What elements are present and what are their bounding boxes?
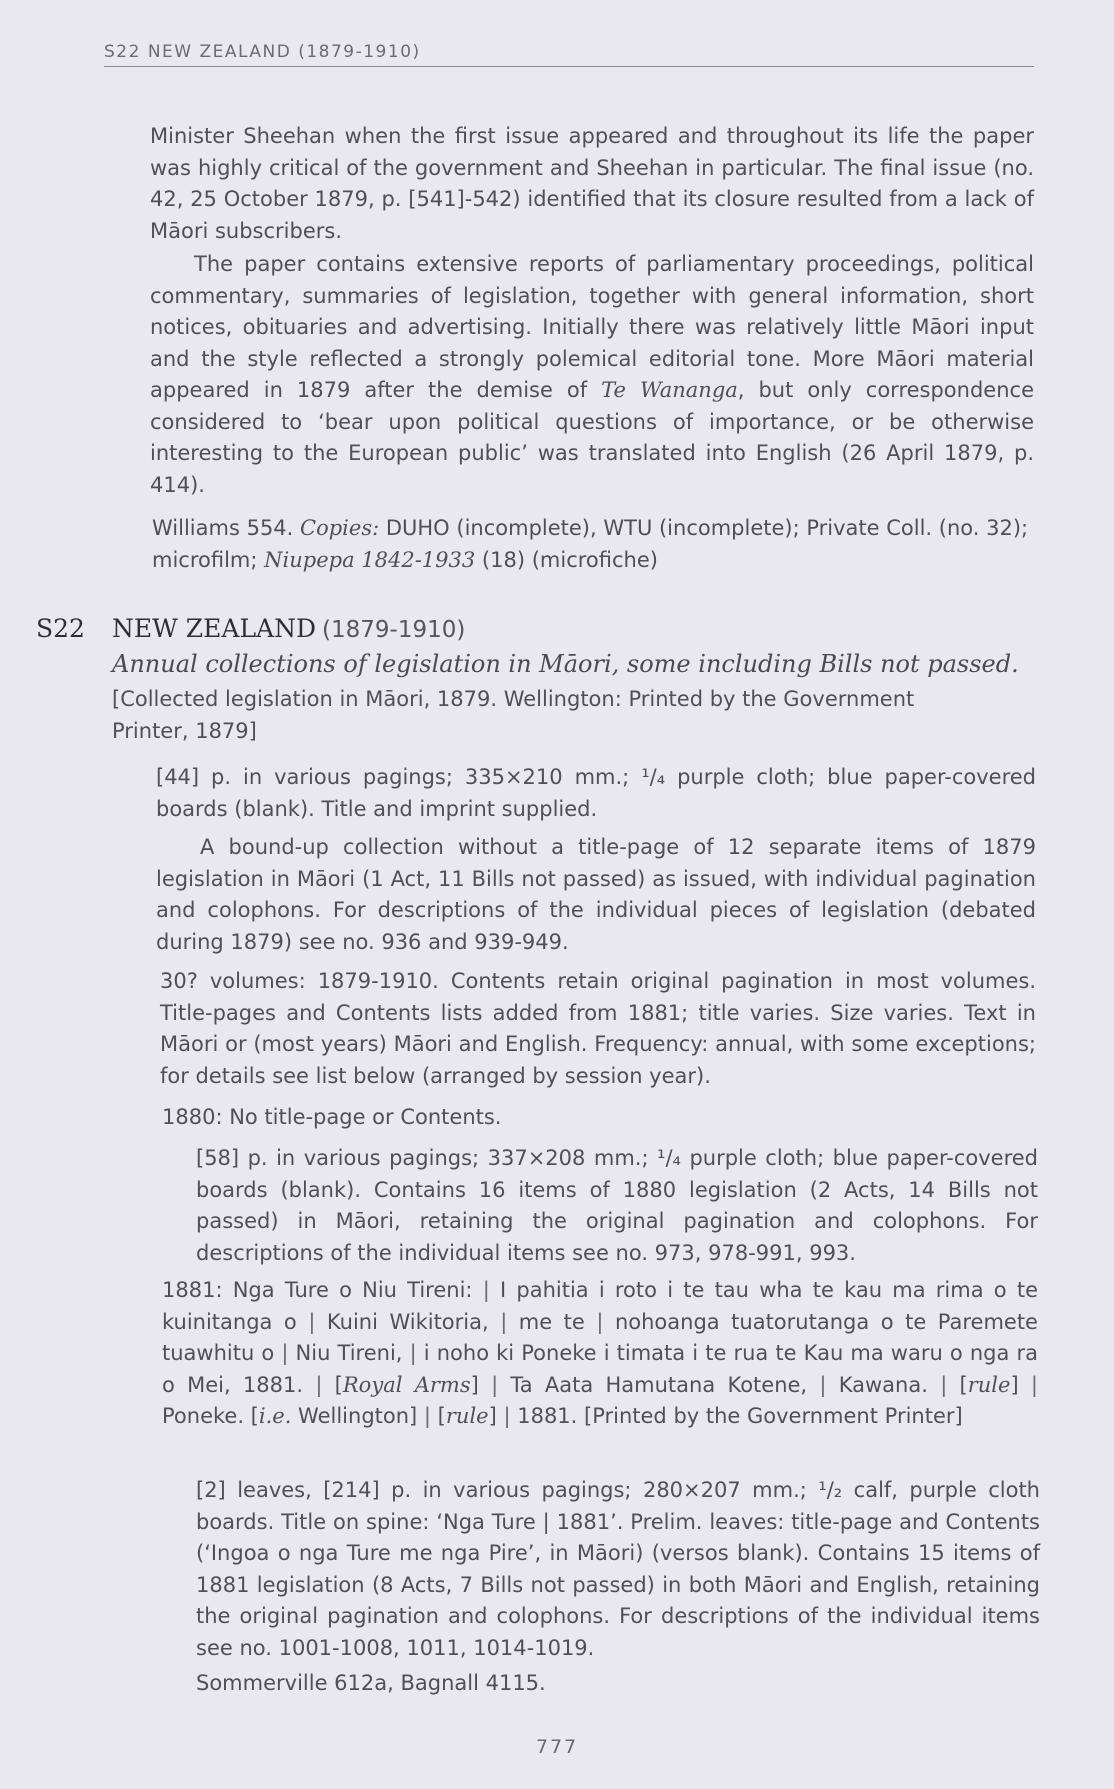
previous-entry-paragraph-2 [150,249,1034,501]
line-break-mark: | [940,1372,948,1397]
entry-subtitle: Annual collections of legislation in Māori, some including Bills not passed. [112,650,1019,678]
newspaper-title: Te Wananga [601,378,738,402]
rule-note: rule [445,1404,489,1428]
title-text: [ [322,1372,343,1397]
physical-text: [2] leaves, [214] p. in various pagings; 280×207 mm.; [196,1478,819,1502]
year-1881-references: Sommerville 612a, Bagnall 4115. [196,1671,546,1695]
copies-text: DUHO (incomplete), WTU (incomplete); Private Coll. (no. 32); microfilm; [152,516,1029,572]
title-text: me te [507,1309,597,1334]
year-1881-title [162,1275,1038,1433]
copies-label: Copies: [300,516,380,540]
year-1881-description [196,1475,1040,1664]
physical-text: [58] p. in various pagings; 337×208 mm.; [196,1146,658,1170]
title-text: nohoanga tuatorutanga o te Paremete tuawhitu o [162,1309,1038,1365]
line-break-mark: | [596,1309,604,1334]
title-text: i noho ki Poneke i timata i te rua te Kau ma waru o nga ra o Mei, 1881. [162,1341,1039,1397]
line-break-mark: | [281,1341,289,1365]
entry-code: S22 [36,614,85,643]
title-text: ] [470,1372,492,1397]
physical-text: calf, purple cloth boards. Title on spine: ‘Nga Ture | 1881’. Prelim. leaves: title-page and Contents (‘Ingoa o nga Ture me nga Pire’, in Māori) (versos blank). Contains 15 items of 1881 legislation (8 Acts, 7 Bills not passed) in both Māori and English, retaining the original pagination and colophons. For descriptions of the individual items see no. 1001-1008, 1011, 1014-1019. [196,1478,1040,1660]
line-break-mark: | [819,1372,827,1397]
microfiche-title: Niupepa 1842-1933 [264,547,476,572]
line-break-mark: | [423,1404,431,1428]
ie-note: i.e. [258,1404,292,1428]
physical-text: purple cloth; blue paper-covered boards (blank). Title and imprint supplied. [156,765,1036,821]
title-text: Kawana. [826,1372,941,1397]
title-text: 1881: Nga Ture o Niu Tireni: [162,1278,483,1302]
line-break-mark: | [308,1309,316,1334]
volumes-note: 30? volumes: 1879-1910. Contents retain original pagination in most volumes. Title-pages and Contents lists added from 1881; title varies. Size varies. Text in Māori or (most years) Māori and English. Frequency: annual, with some exceptions; for details see list below (arranged by session year). [160,969,1036,1088]
entry-title: NEW ZEALAND [112,614,317,643]
page-number: 777 [535,1736,579,1758]
paragraph-text: The paper contains extensive reports of parliamentary proceedings, political commentary, summaries of legislation, together with general information, short notices, obituaries and advertising. Initially there was relatively little Māori input and the style reflected a strongly polemical editorial tone. More Māori material appeared in 1879 after the demise of [150,252,1034,402]
title-text: Poneke. [ [162,1404,259,1428]
line-break-mark: | [503,1404,511,1428]
collected-legislation-title: [Collected legislation in Māori, 1879. Wellington: Printed by the Government Printer, 1879] [112,687,915,743]
binding-fraction: ¹/₄ [641,765,666,789]
title-text: 1881. [Printed by the Government Printer] [510,1404,963,1428]
title-text: [ [431,1404,446,1428]
rule-note: rule [967,1372,1011,1397]
line-break-mark: | [482,1278,490,1302]
title-text: ] [488,1404,504,1428]
royal-arms-note: Royal Arms [342,1372,471,1397]
title-text: Wellington] [291,1404,424,1428]
title-text: [ [947,1372,968,1397]
line-break-mark: | [315,1372,323,1397]
title-text: Kuini Wikitoria, [315,1309,501,1334]
description-1879: A bound-up collection without a title-page of 12 separate items of 1879 legislation in Māori (1 Act, 11 Bills not passed) as issued, with individual pagination and colophons. For descriptions of the individual pieces of legislation (debated during 1879) see no. 936 and 939-949. [156,835,1036,954]
year-1880-heading: 1880: No title-page or Contents. [162,1105,502,1129]
binding-fraction: ¹/₂ [818,1478,843,1502]
line-break-mark: | [1030,1372,1038,1397]
title-text: ] [1010,1372,1031,1397]
previous-entry-paragraph-1: Minister Sheehan when the first issue appeared and throughout its life the paper was highly critical of the government and Sheehan in particular. The final issue (no. 42, 25 October 1879, p. [541]-542) identified that its closure resulted from a lack of Māori subscribers. [150,124,1034,243]
previous-entry-copies [152,513,1032,576]
binding-fraction: ¹/₄ [657,1146,681,1170]
paragraph-text: , but only correspondence considered to ‘bear upon political questions of importance, or be otherwise interesting to the European public’ was translated into English (26 April 1879, p. 414). [150,378,1034,497]
line-break-mark: | [491,1372,499,1397]
running-head: S22 NEW ZEALAND (1879-1910) [104,42,1034,67]
year-1880-description [196,1143,1038,1269]
physical-description-1879 [156,762,1036,825]
title-text: Niu Tireni, [288,1341,410,1365]
physical-text: [44] p. in various pagings; 335×210 mm.; [156,765,642,789]
title-text: Ta Aata Hamutana Kotene, [498,1372,820,1397]
entry-heading [112,614,465,643]
physical-text: purple cloth; blue paper-covered boards (blank). Contains 16 items of 1880 legislation (2 Acts, 14 Bills not passed) in Māori, retaining the original pagination and colophons. For descriptions of the individual items see no. 973, 978-991, 993. [196,1146,1039,1265]
line-break-mark: | [500,1309,508,1334]
copies-text: (18) (microfiche) [475,547,658,572]
title-text: I pahitia i roto i te tau wha te kau ma rima o te kuinitanga o [162,1278,1038,1334]
reference-text: Williams 554. [152,516,301,540]
entry-dates: (1879-1910) [322,617,466,643]
line-break-mark: | [409,1341,417,1365]
